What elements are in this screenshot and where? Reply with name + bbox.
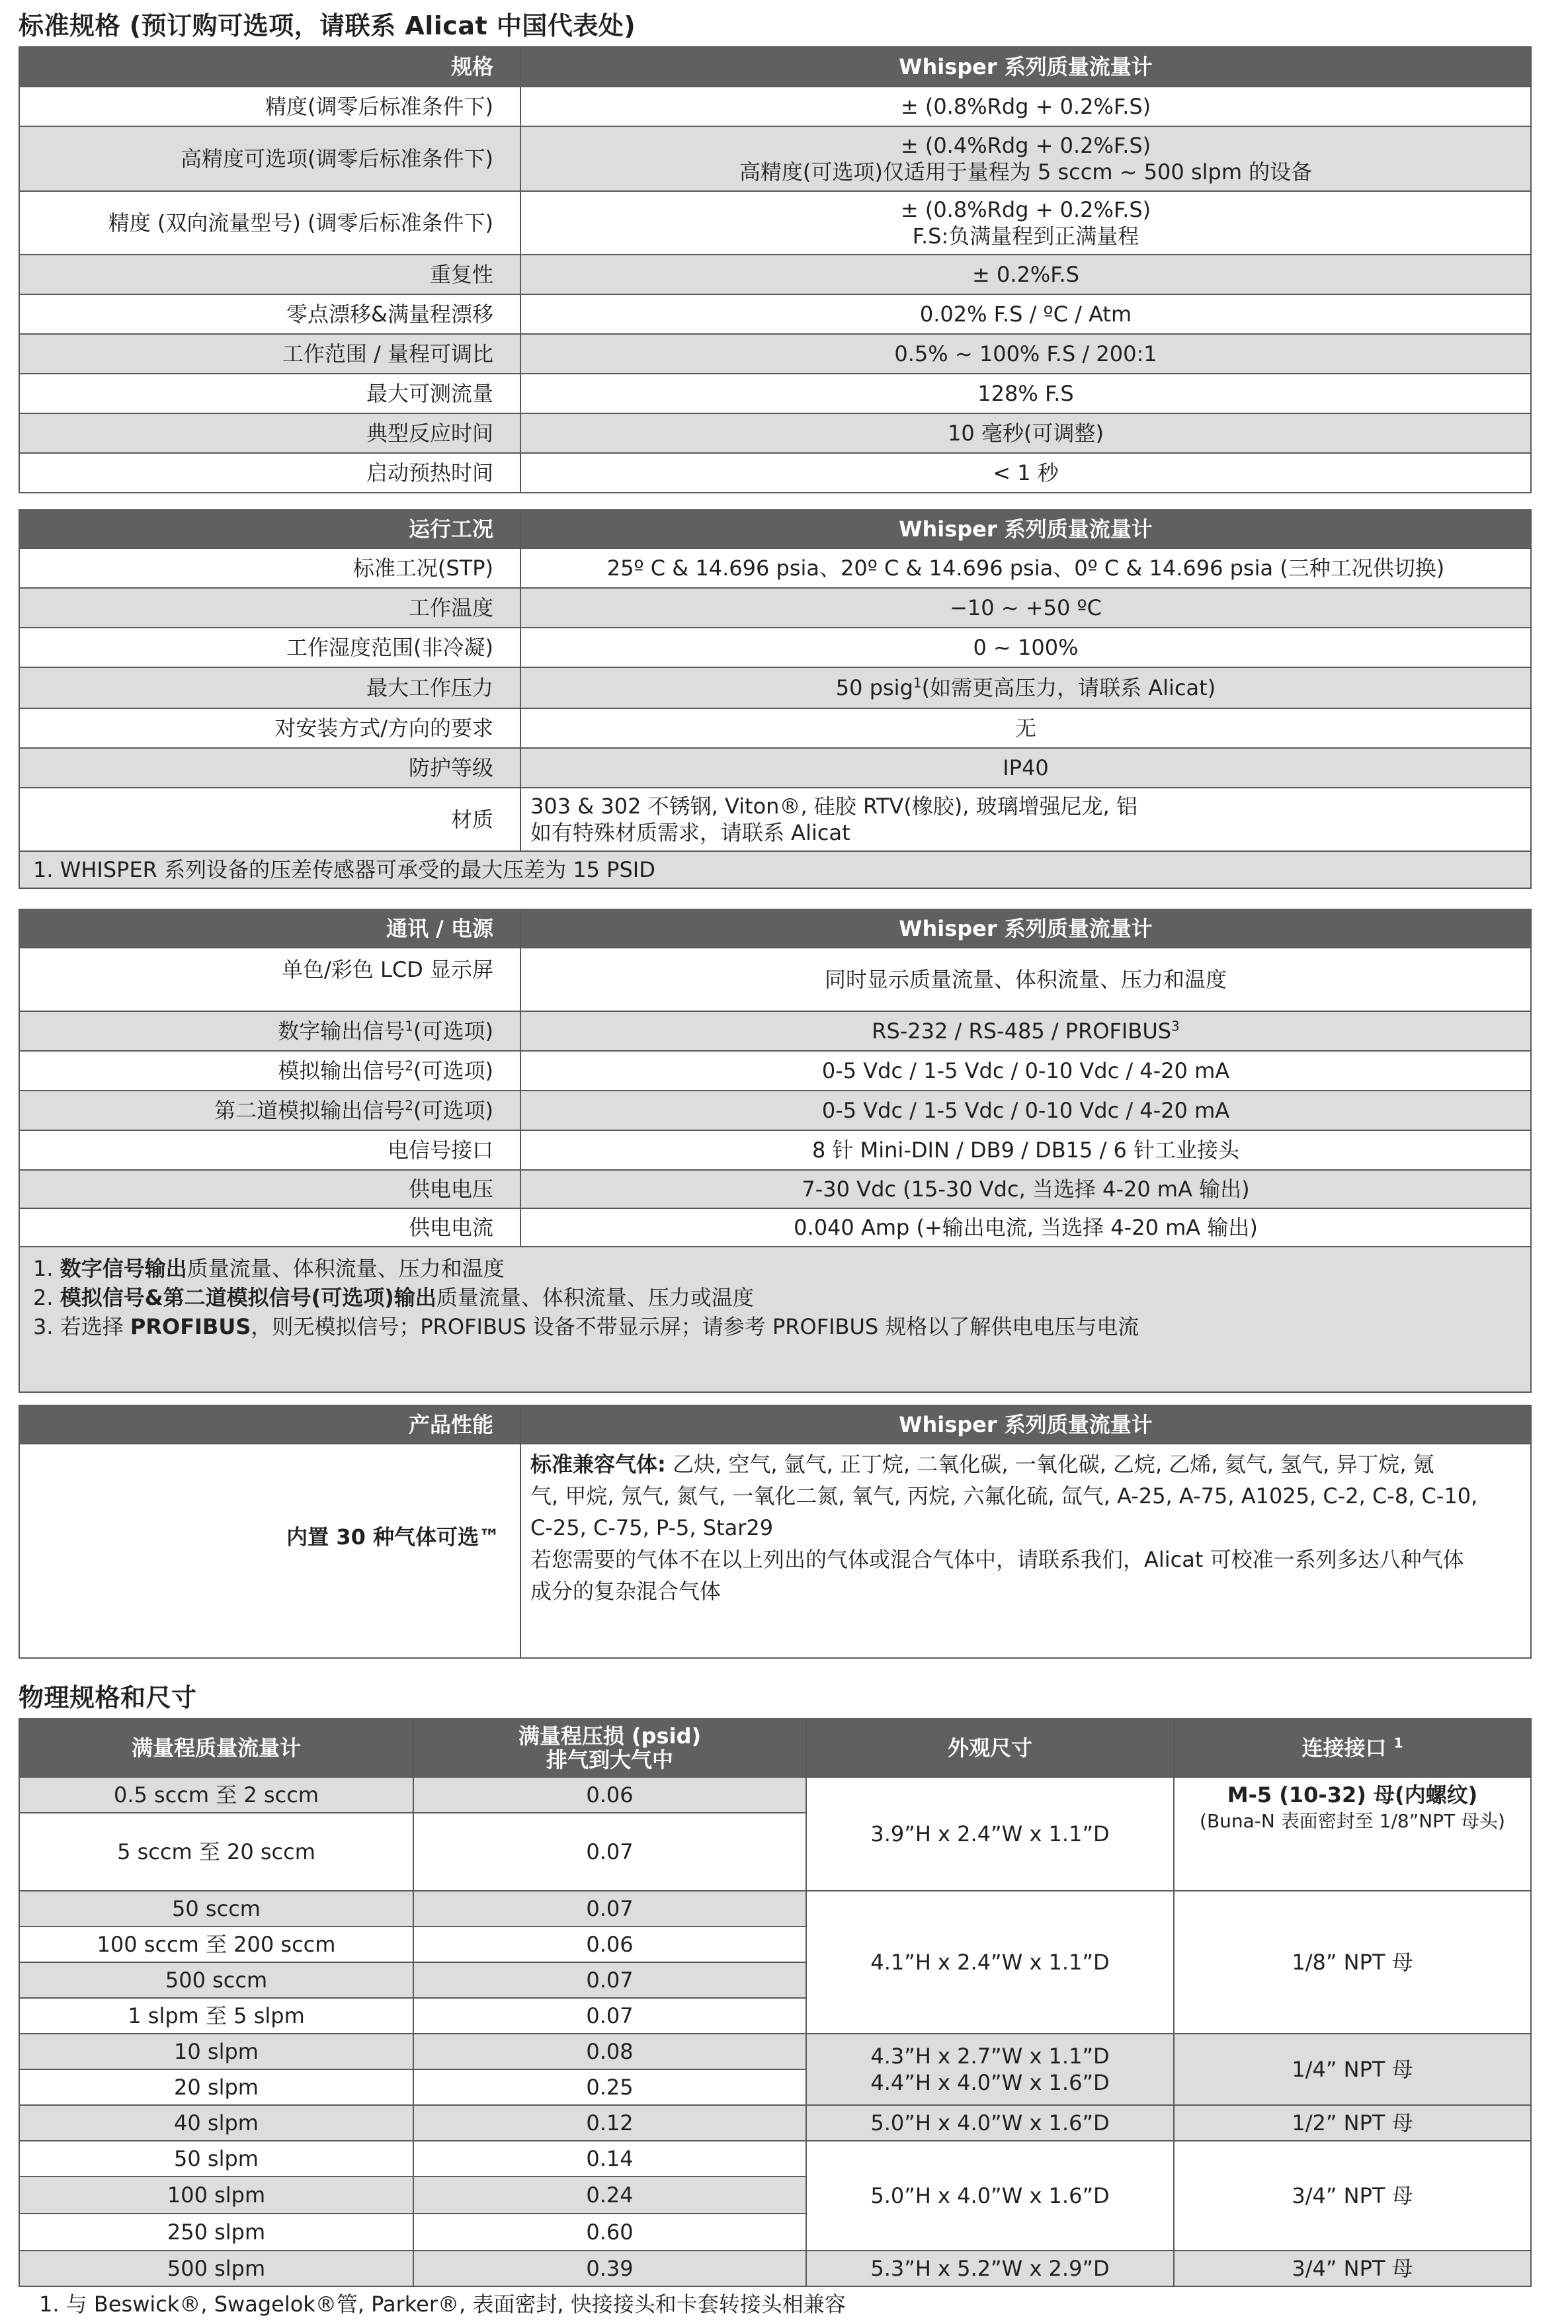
spec-key: 工作范围 / 量程可调比 bbox=[19, 334, 520, 374]
operating-key: 工作温度 bbox=[19, 588, 520, 628]
loss-cell: 0.07 bbox=[413, 1962, 806, 1998]
range-cell: 500 slpm bbox=[19, 2251, 413, 2286]
loss-cell: 0.06 bbox=[413, 1777, 806, 1813]
comm-key-suffix: (可选项) bbox=[413, 1098, 493, 1123]
section-heading-physical: 物理规格和尺寸 bbox=[19, 1683, 197, 1712]
mix-line: 若您需要的气体不在以上列出的气体或混合气体中，请联系我们，Alicat 可校准一系列多达八种气体 bbox=[530, 1547, 1464, 1572]
loss-cell: 0.39 bbox=[413, 2251, 806, 2286]
footnote-marker: 1 bbox=[1393, 1735, 1403, 1751]
footnote-marker: 2 bbox=[405, 1097, 414, 1114]
spec-value bbox=[520, 126, 1531, 191]
comm-header-left: 通讯 / 电源 bbox=[19, 909, 520, 948]
spec-value: < 1 秒 bbox=[520, 453, 1531, 493]
spec-value bbox=[520, 191, 1531, 255]
footnote-marker: 3 bbox=[1171, 1018, 1180, 1034]
dims-line: 4.3”H x 2.7”W x 1.1”D bbox=[870, 2044, 1110, 2069]
section-heading-standard: 标准规格 (预订购可选项，请联系 Alicat 中国代表处) bbox=[19, 11, 636, 40]
port-line: (Buna-N 表面密封至 1/8”NPT 母头) bbox=[1200, 1810, 1505, 1832]
operating-footnote: 1. WHISPER 系列设备的压差传感器可承受的最大压差为 15 PSID bbox=[19, 851, 1531, 888]
spec-value-line: ± (0.8%Rdg + 0.2%F.S) bbox=[900, 197, 1151, 222]
operating-key: 材质 bbox=[19, 788, 520, 851]
dims-cell: 5.0”H x 4.0”W x 1.6”D bbox=[806, 2141, 1174, 2251]
spec-value: 128% F.S bbox=[520, 374, 1531, 413]
port-line: M-5 (10-32) 母(内螺纹) bbox=[1227, 1782, 1478, 1807]
dims-cell: 3.9”H x 2.4”W x 1.1”D bbox=[806, 1777, 1174, 1891]
port-cell: 1/8” NPT 母 bbox=[1174, 1891, 1531, 2034]
comm-key bbox=[19, 1011, 520, 1051]
spec-key: 精度 (双向流量型号) (调零后标准条件下) bbox=[19, 191, 520, 255]
physical-footnote: 1. 与 Beswick®, Swagelok®管, Parker®, 表面密封, 快接接头和卡套转接头相兼容 bbox=[19, 2286, 1531, 2321]
operating-header-right: Whisper 系列质量流量计 bbox=[520, 510, 1531, 548]
gases-line: C-25, C-75, P-5, Star29 bbox=[530, 1515, 774, 1540]
perf-header-right: Whisper 系列质量流量计 bbox=[520, 1405, 1531, 1444]
footnote-text: 质量流量、体积流量、压力和温度 bbox=[186, 1256, 505, 1281]
spec-key: 零点漂移&满量程漂移 bbox=[19, 294, 520, 334]
footnote-bold: 模拟信号&第二道模拟信号(可选项)输出 bbox=[60, 1285, 436, 1310]
range-cell: 10 slpm bbox=[19, 2034, 413, 2069]
dims-cell: 5.0”H x 4.0”W x 1.6”D bbox=[806, 2105, 1174, 2141]
comm-key-suffix: (可选项) bbox=[413, 1058, 493, 1083]
footnote-text: 质量流量、体积流量、压力或温度 bbox=[436, 1285, 754, 1310]
spec-value-line: F.S:负满量程到正满量程 bbox=[912, 224, 1139, 249]
comm-key: 电信号接口 bbox=[19, 1130, 520, 1170]
operating-table bbox=[19, 509, 1532, 889]
range-cell: 1 slpm 至 5 slpm bbox=[19, 1998, 413, 2034]
col-header-range: 满量程质量流量计 bbox=[19, 1719, 413, 1777]
range-cell: 100 sccm 至 200 sccm bbox=[19, 1927, 413, 1962]
operating-value: 0 ~ 100% bbox=[520, 628, 1531, 667]
comm-value bbox=[520, 1011, 1531, 1051]
range-cell: 20 slpm bbox=[19, 2069, 413, 2105]
footnote-bold: 数字信号输出 bbox=[60, 1256, 187, 1281]
port-cell: 3/4” NPT 母 bbox=[1174, 2251, 1531, 2286]
gases-line bbox=[530, 1448, 1521, 1480]
perf-left: 内置 30 种气体可选™ bbox=[19, 1444, 520, 1658]
port-cell: 1/2” NPT 母 bbox=[1174, 2105, 1531, 2141]
range-cell: 40 slpm bbox=[19, 2105, 413, 2141]
comm-key bbox=[19, 1051, 520, 1091]
spec-key: 精度(调零后标准条件下) bbox=[19, 87, 520, 126]
perf-header-left: 产品性能 bbox=[19, 1405, 520, 1444]
spec-header-left: 规格 bbox=[19, 47, 520, 87]
port-cell: 3/4” NPT 母 bbox=[1174, 2141, 1531, 2251]
operating-value: 无 bbox=[520, 708, 1531, 748]
footnote-prefix: 1. bbox=[33, 1256, 60, 1281]
comm-key: 供电电流 bbox=[19, 1208, 520, 1247]
comm-value: 0-5 Vdc / 1-5 Vdc / 0-10 Vdc / 4-20 mA bbox=[520, 1051, 1531, 1091]
spec-value-line: ± (0.4%Rdg + 0.2%F.S) bbox=[900, 133, 1151, 158]
operating-value: 25º C & 14.696 psia、20º C & 14.696 psia、0º C & 14.696 psia (三种工况供切换) bbox=[520, 548, 1531, 588]
footnote-marker: 1 bbox=[913, 675, 922, 691]
operating-value: IP40 bbox=[520, 748, 1531, 788]
operating-header-left: 运行工况 bbox=[19, 510, 520, 548]
spec-header-right: Whisper 系列质量流量计 bbox=[520, 47, 1531, 87]
dims-cell: 4.1”H x 2.4”W x 1.1”D bbox=[806, 1891, 1174, 2034]
col-header-dims: 外观尺寸 bbox=[806, 1719, 1174, 1777]
col-header-line: 排气到大气中 bbox=[546, 1747, 673, 1772]
operating-key: 对安装方式/方向的要求 bbox=[19, 708, 520, 748]
loss-cell: 0.25 bbox=[413, 2069, 806, 2105]
spec-value: 10 毫秒(可调整) bbox=[520, 413, 1531, 453]
operating-key: 最大工作压力 bbox=[19, 667, 520, 708]
loss-cell: 0.08 bbox=[413, 2034, 806, 2069]
mix-line: 成分的复杂混合气体 bbox=[530, 1579, 722, 1604]
range-cell: 5 sccm 至 20 sccm bbox=[19, 1813, 413, 1891]
comm-value: 0.040 Amp (+输出电流, 当选择 4-20 mA 输出) bbox=[520, 1208, 1531, 1247]
spec-value: 0.5% ~ 100% F.S / 200:1 bbox=[520, 334, 1531, 374]
col-header-loss bbox=[413, 1719, 806, 1777]
loss-cell: 0.24 bbox=[413, 2177, 806, 2214]
comm-key-suffix: (可选项) bbox=[413, 1018, 493, 1044]
dims-cell: 5.3”H x 5.2”W x 2.9”D bbox=[806, 2251, 1174, 2286]
gases-line: 气, 甲烷, 氖气, 氮气, 一氧化二氮, 氧气, 丙烷, 六氟化硫, 氙气, A-25, A-75, A1025, C-2, C-8, C-10, bbox=[530, 1483, 1478, 1509]
material-line: 303 & 302 不锈钢, Viton®, 硅胶 RTV(橡胶), 玻璃增强尼龙, 铝 bbox=[530, 794, 1137, 819]
spec-value: ± 0.2%F.S bbox=[520, 255, 1531, 294]
spec-key: 最大可测流量 bbox=[19, 374, 520, 413]
range-cell: 100 slpm bbox=[19, 2177, 413, 2214]
range-cell: 50 slpm bbox=[19, 2141, 413, 2177]
dims-cell bbox=[806, 2034, 1174, 2105]
comm-footnote bbox=[33, 1254, 1521, 1283]
comm-footnotes bbox=[19, 1247, 1531, 1392]
operating-value bbox=[520, 667, 1531, 708]
operating-key: 防护等级 bbox=[19, 748, 520, 788]
operating-key: 工作湿度范围(非冷凝) bbox=[19, 628, 520, 667]
gases-label: 标准兼容气体: bbox=[530, 1452, 666, 1477]
footnote-prefix: 2. bbox=[33, 1285, 60, 1310]
col-header-port bbox=[1174, 1719, 1531, 1777]
spec-key: 高精度可选项(调零后标准条件下) bbox=[19, 126, 520, 191]
material-line: 如有特殊材质需求，请联系 Alicat bbox=[530, 820, 850, 845]
perf-gases bbox=[520, 1444, 1531, 1658]
spec-key: 典型反应时间 bbox=[19, 413, 520, 453]
dims-line: 4.4”H x 4.0”W x 1.6”D bbox=[870, 2070, 1110, 2095]
comm-key-text: 模拟输出信号 bbox=[278, 1058, 405, 1083]
comm-value: 0-5 Vdc / 1-5 Vdc / 0-10 Vdc / 4-20 mA bbox=[520, 1091, 1531, 1130]
comm-key-text: 数字输出信号 bbox=[278, 1018, 405, 1044]
loss-cell: 0.14 bbox=[413, 2141, 806, 2177]
footnote-marker: 1 bbox=[405, 1018, 414, 1034]
comm-value-text: RS-232 / RS-485 / PROFIBUS bbox=[872, 1018, 1172, 1044]
spec-value: 0.02% F.S / ºC / Atm bbox=[520, 294, 1531, 334]
range-cell: 250 slpm bbox=[19, 2214, 413, 2251]
range-cell: 50 sccm bbox=[19, 1891, 413, 1927]
operating-value bbox=[520, 788, 1531, 851]
spec-table bbox=[19, 46, 1532, 493]
port-cell bbox=[1174, 1777, 1531, 1891]
comm-footnote bbox=[33, 1312, 1521, 1341]
spec-key: 重复性 bbox=[19, 255, 520, 294]
comm-value: 8 针 Mini-DIN / DB9 / DB15 / 6 针工业接头 bbox=[520, 1130, 1531, 1170]
col-header-text: 连接接口 bbox=[1301, 1735, 1387, 1761]
comm-header-right: Whisper 系列质量流量计 bbox=[520, 909, 1531, 948]
comm-key bbox=[19, 1091, 520, 1130]
operating-key: 标准工况(STP) bbox=[19, 548, 520, 588]
spec-value: ± (0.8%Rdg + 0.2%F.S) bbox=[520, 87, 1531, 126]
spec-value-line: 高精度(可选项)仅适用于量程为 5 sccm ~ 500 slpm 的设备 bbox=[739, 159, 1313, 185]
footnote-bold: PROFIBUS bbox=[130, 1314, 251, 1339]
pressure-value: 50 psig bbox=[835, 675, 913, 700]
footnote-prefix: 3. 若选择 bbox=[33, 1314, 130, 1339]
pressure-note: (如需更高压力，请联系 Alicat) bbox=[921, 675, 1216, 700]
range-cell: 0.5 sccm 至 2 sccm bbox=[19, 1777, 413, 1813]
comm-key: 单色/彩色 LCD 显示屏 bbox=[19, 948, 520, 1011]
port-cell: 1/4” NPT 母 bbox=[1174, 2034, 1531, 2105]
comm-value: 7-30 Vdc (15-30 Vdc, 当选择 4-20 mA 输出) bbox=[520, 1170, 1531, 1208]
loss-cell: 0.12 bbox=[413, 2105, 806, 2141]
spec-key: 启动预热时间 bbox=[19, 453, 520, 493]
range-cell: 500 sccm bbox=[19, 1962, 413, 1998]
performance-table bbox=[19, 1405, 1532, 1659]
comm-table bbox=[19, 909, 1532, 1393]
loss-cell: 0.06 bbox=[413, 1927, 806, 1962]
operating-value: −10 ~ +50 ºC bbox=[520, 588, 1531, 628]
gases-text: 乙炔, 空气, 氩气, 正丁烷, 二氧化碳, 一氧化碳, 乙烷, 乙烯, 氦气, 氢气, 异丁烷, 氪 bbox=[665, 1452, 1434, 1477]
loss-cell: 0.07 bbox=[413, 1891, 806, 1927]
loss-cell: 0.60 bbox=[413, 2214, 806, 2251]
footnote-text: ，则无模拟信号；PROFIBUS 设备不带显示屏；请参考 PROFIBUS 规格以了解供电电压与电流 bbox=[251, 1314, 1139, 1339]
loss-cell: 0.07 bbox=[413, 1998, 806, 2034]
physical-table bbox=[19, 1718, 1532, 2321]
comm-value: 同时显示质量流量、体积流量、压力和温度 bbox=[520, 948, 1531, 1011]
col-header-line: 满量程压损 (psid) bbox=[518, 1723, 702, 1749]
footnote-marker: 2 bbox=[405, 1058, 414, 1074]
loss-cell: 0.07 bbox=[413, 1813, 806, 1891]
comm-key-text: 第二道模拟输出信号 bbox=[214, 1098, 405, 1123]
comm-key: 供电电压 bbox=[19, 1170, 520, 1208]
comm-footnote bbox=[33, 1283, 1521, 1312]
